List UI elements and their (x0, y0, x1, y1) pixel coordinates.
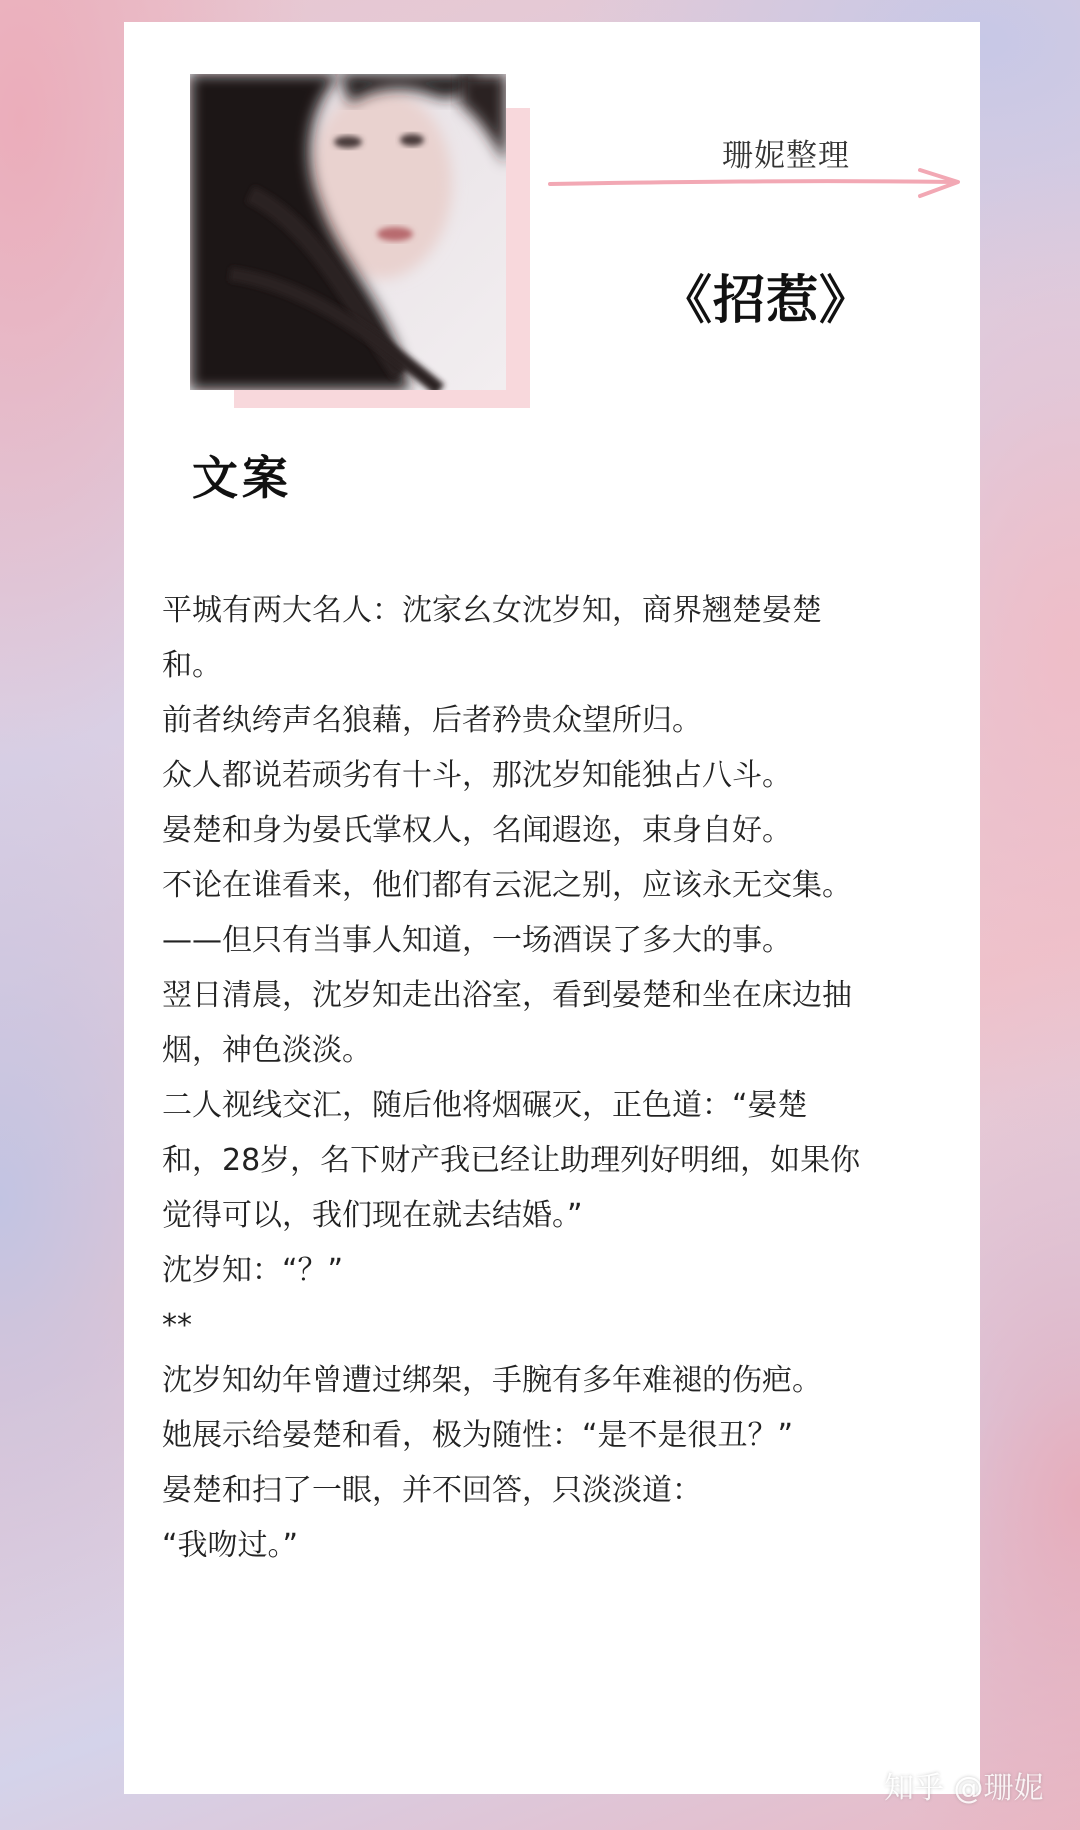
synopsis-line: 沈岁知：“？” (162, 1253, 344, 1288)
curator-label: 珊妮整理 (722, 138, 850, 174)
synopsis-line: “我吻过。” (162, 1528, 299, 1563)
synopsis-line: 翌日清晨，沈岁知走出浴室，看到晏楚和坐在床边抽 (162, 978, 852, 1013)
synopsis-line: 众人都说若顽劣有十斗，那沈岁知能独占八斗。 (162, 758, 792, 793)
section-heading: 文案 (192, 451, 292, 505)
synopsis-line: 和。 (162, 648, 222, 683)
synopsis-line: 烟，神色淡淡。 (162, 1033, 372, 1068)
synopsis-line: 晏楚和扫了一眼，并不回答，只淡淡道： (162, 1473, 702, 1508)
portrait-illustration (190, 74, 506, 390)
synopsis-line: 前者纨绔声名狼藉，后者矜贵众望所归。 (162, 703, 702, 738)
synopsis-line: ——但只有当事人知道，一场酒误了多大的事。 (162, 923, 792, 958)
arrow-right-icon (548, 164, 968, 204)
synopsis-line: 觉得可以，我们现在就去结婚。” (162, 1198, 583, 1233)
synopsis-line: 晏楚和身为晏氏掌权人，名闻遐迩，束身自好。 (162, 813, 792, 848)
synopsis-line: ** (162, 1308, 192, 1343)
synopsis-line: 二人视线交汇，随后他将烟碾灭，正色道：“晏楚 (162, 1088, 808, 1123)
cover-photo (190, 74, 506, 390)
book-title: 《招惹》 (660, 271, 873, 331)
synopsis-line: 沈岁知幼年曾遭过绑架，手腕有多年难褪的伤疤。 (162, 1363, 822, 1398)
synopsis-line: 不论在谁看来，他们都有云泥之别，应该永无交集。 (162, 868, 852, 903)
synopsis-line: 平城有两大名人：沈家幺女沈岁知，商界翘楚晏楚 (162, 593, 822, 628)
watermark: 知乎 @珊妮 (884, 1771, 1044, 1806)
synopsis-line: 她展示给晏楚和看，极为随性：“是不是很丑？” (162, 1418, 794, 1453)
synopsis-text (162, 583, 942, 1573)
synopsis-line: 和，28岁，名下财产我已经让助理列好明细，如果你 (162, 1143, 861, 1178)
